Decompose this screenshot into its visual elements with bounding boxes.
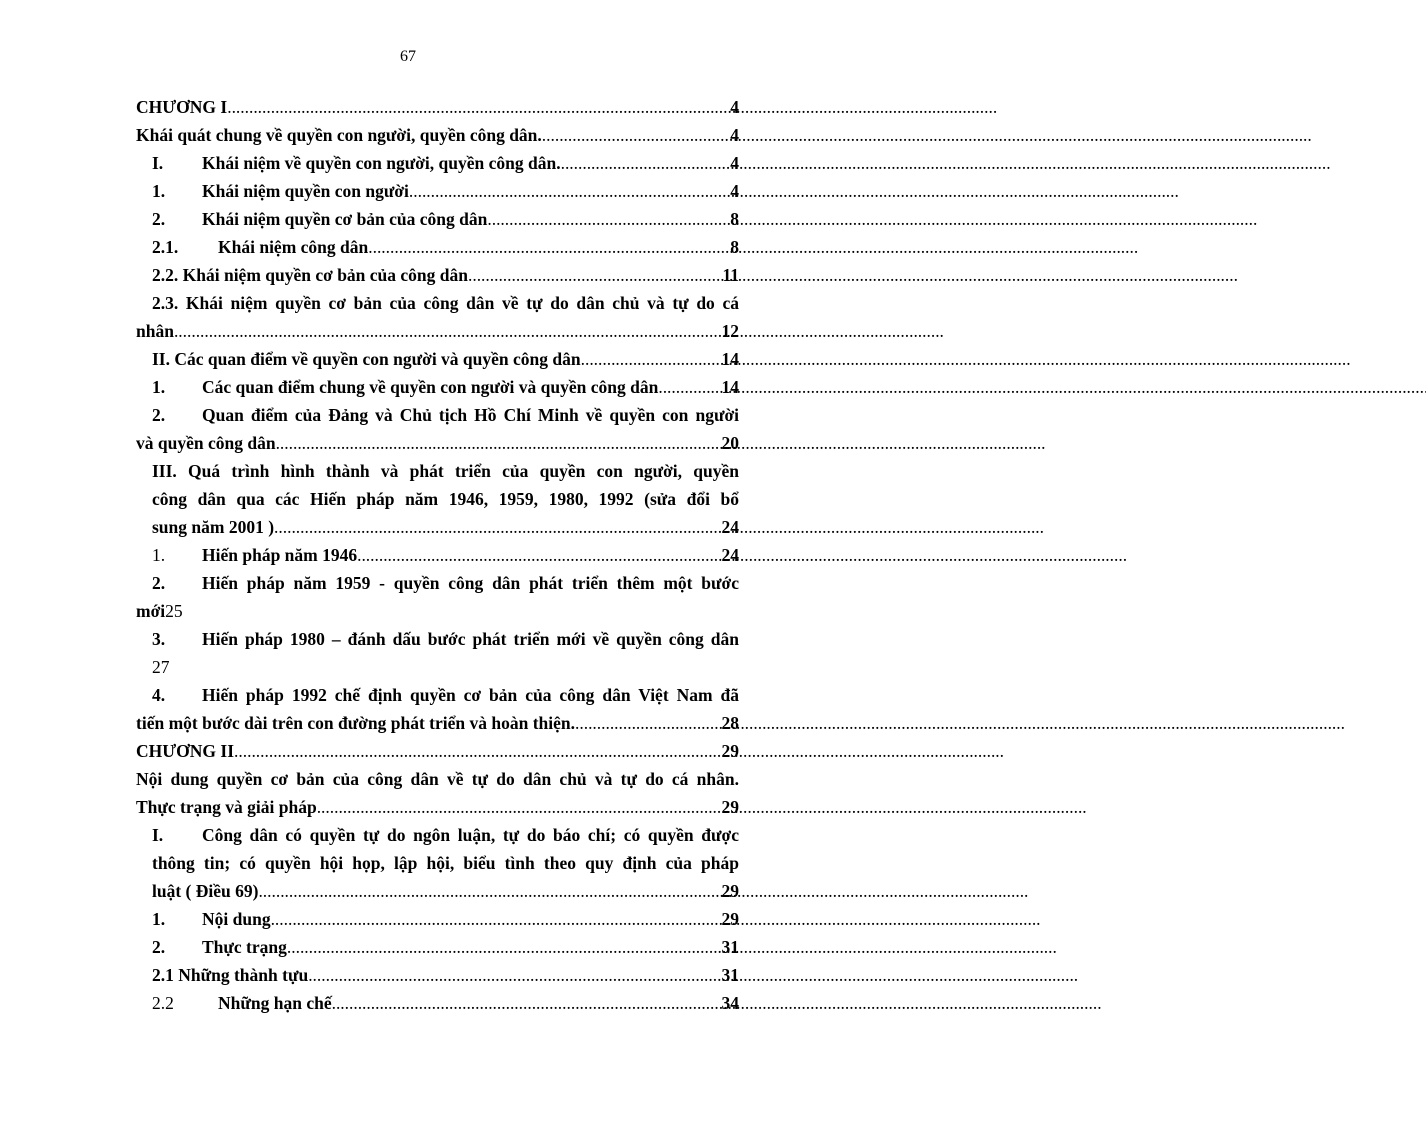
toc-page-number: 28 xyxy=(721,713,739,733)
toc-entry-c2-2[interactable] xyxy=(136,933,739,961)
toc-page-number: 14 xyxy=(721,349,739,369)
toc-page-number: 8 xyxy=(730,237,739,257)
toc-entry-title: CHƯƠNG II xyxy=(136,741,235,761)
toc-entry-chapter-1[interactable] xyxy=(136,93,739,121)
toc-entry-number: 1. xyxy=(152,545,166,565)
toc-page-number: 14 xyxy=(721,377,739,397)
dot-leader xyxy=(542,121,730,149)
toc-page-number: 29 xyxy=(721,741,739,761)
toc-page-number: 4 xyxy=(730,181,739,201)
toc-entry-title: Thực trạng xyxy=(202,937,287,957)
toc-entry-title: Khái niệm quyền con người xyxy=(202,181,409,201)
toc-entry-section-3-line2[interactable]: công dân qua các Hiến pháp năm 1946, 1959, 1980, 1992 (sửa đổi bổ xyxy=(152,489,739,509)
toc-entry-title: Nội dung xyxy=(202,909,271,929)
toc-page-number: 31 xyxy=(721,965,739,985)
toc-entry-2-1[interactable] xyxy=(136,233,739,261)
toc-page-number: 31 xyxy=(721,937,739,957)
dot-leader xyxy=(575,709,721,737)
toc-page-number: 29 xyxy=(721,909,739,929)
toc-entry-title: Khái niệm quyền cơ bản của công dân xyxy=(202,209,488,229)
toc-entry-title: 2.2. Khái niệm quyền cơ bản của công dân xyxy=(152,265,468,285)
dot-leader xyxy=(174,317,722,345)
toc-entry-3-3[interactable] xyxy=(136,653,739,681)
toc-entry-c2-2-2[interactable] xyxy=(136,989,739,1017)
toc-entry-section-3-line1[interactable]: III. Quá trình hình thành và phát triển của quyền con người, quyền xyxy=(152,461,739,481)
toc-entry-1-1[interactable] xyxy=(136,177,739,205)
toc-entry-title: luật ( Điều 69) xyxy=(152,881,259,901)
toc-entry-title: Hiến pháp 1992 chế định quyền cơ bản của công dân Việt Nam đã xyxy=(202,685,739,705)
toc-page-number: 24 xyxy=(721,545,739,565)
dot-leader xyxy=(581,345,722,373)
toc-entry-c2-section-1[interactable] xyxy=(136,877,739,905)
toc-entry-section-2[interactable] xyxy=(136,345,739,373)
dot-leader xyxy=(468,261,722,289)
toc-entry-c2-2-1[interactable] xyxy=(136,961,739,989)
toc-entry-number: I. xyxy=(152,153,164,173)
toc-entry-3-4[interactable] xyxy=(136,709,739,737)
toc-entry-title: Hiến pháp năm 1946 xyxy=(202,545,358,565)
toc-page-number: 4 xyxy=(730,125,739,145)
toc-entry-number: 1. xyxy=(152,181,166,201)
dot-leader xyxy=(357,541,721,569)
toc-entry-number: 2.1. xyxy=(152,237,179,257)
toc-entry-2-2[interactable] xyxy=(136,261,739,289)
toc-entry-number: 3. xyxy=(152,629,166,649)
dot-leader xyxy=(271,905,722,933)
toc-entry-2-3[interactable] xyxy=(136,317,739,345)
toc-entry-3-3-line1[interactable] xyxy=(136,625,739,653)
dot-leader xyxy=(227,93,730,121)
toc-entry-chapter-2[interactable] xyxy=(136,737,739,765)
dot-leader xyxy=(308,961,721,989)
toc-entry-2-i2[interactable] xyxy=(136,429,739,457)
toc-entry-c2-section-1-line2[interactable]: thông tin; có quyền hội họp, lập hội, biểu tình theo quy định của pháp xyxy=(152,853,739,873)
toc-page-number: 12 xyxy=(721,321,739,341)
toc-entry-3-4-line1[interactable] xyxy=(136,681,739,709)
toc-entry-number: 1. xyxy=(152,377,166,397)
toc-entry-title: Công dân có quyền tự do ngôn luận, tự do báo chí; có quyền được xyxy=(202,825,739,845)
toc-entry-title: Các quan điểm chung về quyền con người và quyền công dân xyxy=(202,377,659,397)
dot-leader xyxy=(258,877,721,905)
table-of-contents xyxy=(136,93,739,1017)
toc-entry-2-i1[interactable] xyxy=(136,373,739,401)
toc-entry-1-2[interactable] xyxy=(136,205,739,233)
dot-leader xyxy=(658,373,721,401)
toc-page-number: 4 xyxy=(730,97,739,117)
toc-entry-title: tiến một bước dài trên con đường phát triển và hoàn thiện. xyxy=(136,713,576,733)
toc-entry-c2-1[interactable] xyxy=(136,905,739,933)
toc-entry-3-2-line1[interactable] xyxy=(136,569,739,597)
toc-entry-title: sung năm 2001 ) xyxy=(152,517,275,537)
toc-entry-chapter-2-subtitle[interactable] xyxy=(136,793,739,821)
toc-page-number: 25 xyxy=(165,601,183,621)
toc-entry-title: mới xyxy=(136,601,166,621)
toc-entry-number: 1. xyxy=(152,909,166,929)
page-number: 67 xyxy=(400,48,416,65)
toc-entry-title: Khái quát chung về quyền con người, quyền công dân. xyxy=(136,125,542,145)
toc-page-number: 4 xyxy=(730,153,739,173)
toc-entry-c2-section-1-line1[interactable] xyxy=(136,821,739,849)
toc-entry-title: Hiến pháp 1980 – đánh dấu bước phát triển mới về quyền công dân xyxy=(202,629,739,649)
toc-entry-title: Những hạn chế xyxy=(218,993,332,1013)
toc-entry-title: 2.1 Những thành tựu xyxy=(152,965,309,985)
toc-entry-title: Khái niệm công dân xyxy=(218,237,369,257)
toc-entry-2-i2-line1[interactable] xyxy=(136,401,739,429)
toc-entry-number: 2. xyxy=(152,405,166,425)
toc-entry-title: II. Các quan điểm về quyền con người và quyền công dân xyxy=(152,349,581,369)
toc-entry-title: Khái niệm về quyền con người, quyền công dân. xyxy=(202,153,561,173)
dot-leader xyxy=(487,205,730,233)
dot-leader xyxy=(409,177,730,205)
dot-leader xyxy=(234,737,721,765)
toc-page-number: 20 xyxy=(721,433,739,453)
toc-page-number: 29 xyxy=(721,797,739,817)
toc-entry-3-2[interactable] xyxy=(136,597,739,625)
toc-entry-title: CHƯƠNG I xyxy=(136,97,228,117)
toc-entry-title: nhân xyxy=(136,321,174,341)
toc-entry-title: Thực trạng và giải pháp xyxy=(136,797,317,817)
dot-leader xyxy=(317,793,722,821)
toc-entry-section-3[interactable] xyxy=(136,513,739,541)
dot-leader xyxy=(276,429,722,457)
toc-page-number: 34 xyxy=(721,993,739,1013)
toc-entry-chapter-1-subtitle[interactable] xyxy=(136,121,739,149)
toc-entry-chapter-2-subtitle-line1[interactable]: Nội dung quyền cơ bản của công dân về tự do dân chủ và tự do cá nhân. xyxy=(136,769,739,789)
dot-leader xyxy=(332,989,722,1017)
toc-entry-title: Quan điểm của Đảng và Chủ tịch Hồ Chí Minh về quyền con người xyxy=(202,405,739,425)
toc-entry-number: 2. xyxy=(152,937,166,957)
toc-entry-number: I. xyxy=(152,825,164,845)
toc-page-number: 27 xyxy=(152,657,170,677)
toc-page-number: 11 xyxy=(722,265,739,285)
toc-entry-2-3-line1[interactable]: 2.3. Khái niệm quyền cơ bản của công dân về tự do dân chủ và tự do cá xyxy=(152,293,739,313)
toc-entry-title: Hiến pháp năm 1959 - quyền công dân phát triển thêm một bước xyxy=(202,573,739,593)
dot-leader xyxy=(287,933,722,961)
toc-entry-title: và quyền công dân xyxy=(136,433,276,453)
toc-entry-number: 2.2 xyxy=(152,993,174,1013)
toc-entry-3-1[interactable] xyxy=(136,541,739,569)
toc-entry-section-1[interactable] xyxy=(136,149,739,177)
dot-leader xyxy=(274,513,721,541)
toc-entry-number: 2. xyxy=(152,209,166,229)
toc-entry-number: 2. xyxy=(152,573,166,593)
toc-entry-number: 4. xyxy=(152,685,166,705)
dot-leader xyxy=(368,233,730,261)
toc-page-number: 29 xyxy=(721,881,739,901)
dot-leader xyxy=(561,149,731,177)
toc-page-number: 8 xyxy=(730,209,739,229)
toc-page-number: 24 xyxy=(721,517,739,537)
